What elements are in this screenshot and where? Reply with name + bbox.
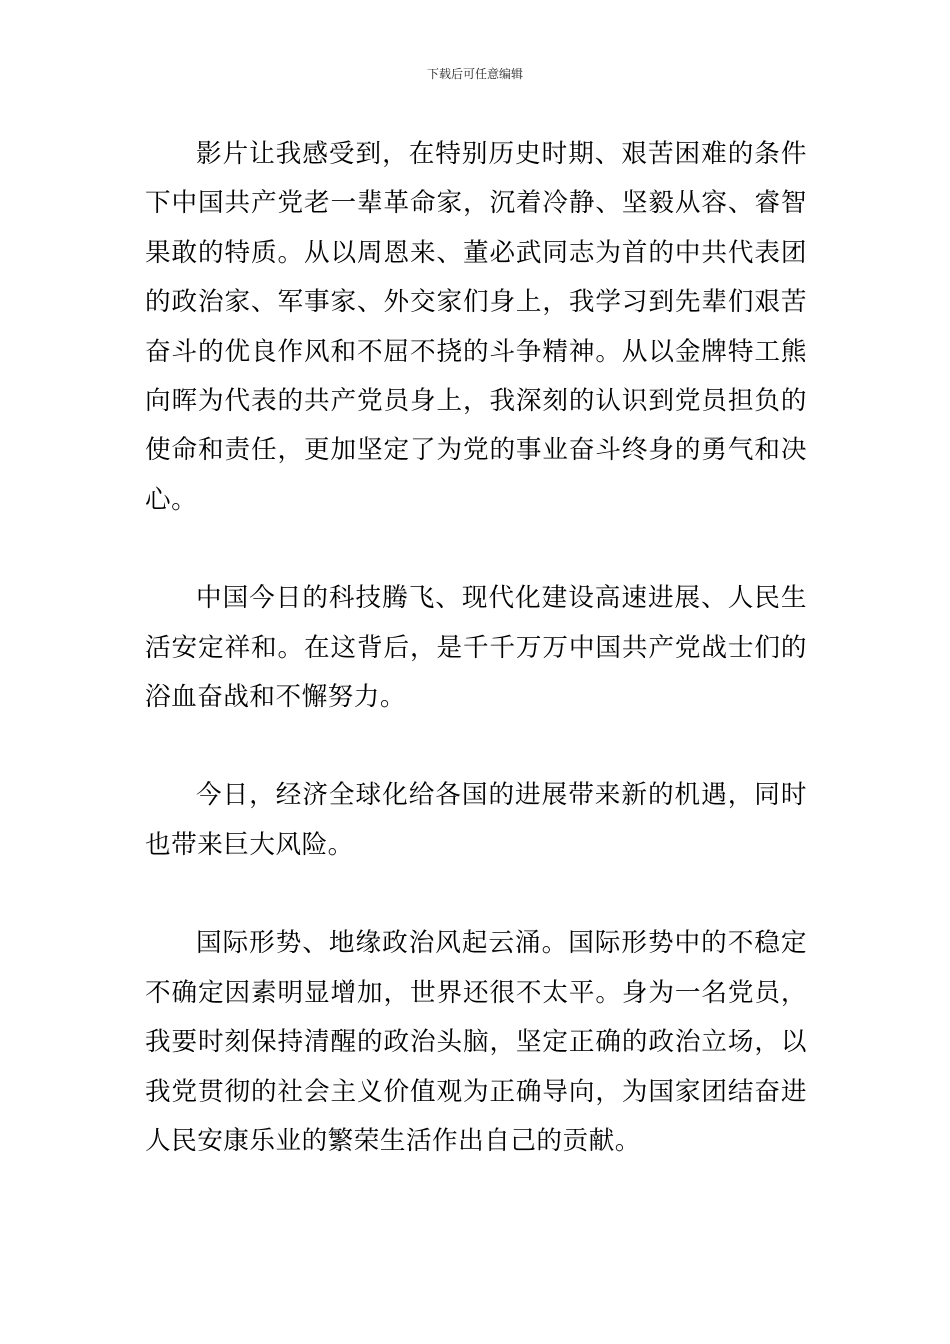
paragraph-4: 国际形势、地缘政治风起云涌。国际形势中的不稳定不确定因素明显增加，世界还很不太平。身为一名党员，我要时刻保持清醒的政治头脑，坚定正确的政治立场，以我党贯彻的社会主义价值观为正确导向，为国家团结奋进人民安康乐业的繁荣生活作出自己的贡献。 (145, 928, 807, 1156)
paragraph-2: 中国今日的科技腾飞、现代化建设高速进展、人民生活安定祥和。在这背后，是千千万万中国共产党战士们的浴血奋战和不懈努力。 (145, 583, 807, 713)
document-body (145, 130, 807, 1166)
paragraph-3: 今日，经济全球化给各国的进展带来新的机遇，同时也带来巨大风险。 (145, 780, 807, 860)
header-note: 下载后可任意编辑 (426, 67, 523, 81)
paragraph-1: 影片让我感受到，在特别历史时期、艰苦困难的条件下中国共产党老一辈革命家，沉着冷静、坚毅从容、睿智果敢的特质。从以周恩来、董必武同志为首的中共代表团的政治家、军事家、外交家们身上，我学习到先辈们艰苦奋斗的优良作风和不屈不挠的斗争精神。从以金牌特工熊向晖为代表的共产党员身上，我深刻的认识到党员担负的使命和责任，更加坚定了为党的事业奋斗终身的勇气和决心。 (145, 139, 807, 515)
